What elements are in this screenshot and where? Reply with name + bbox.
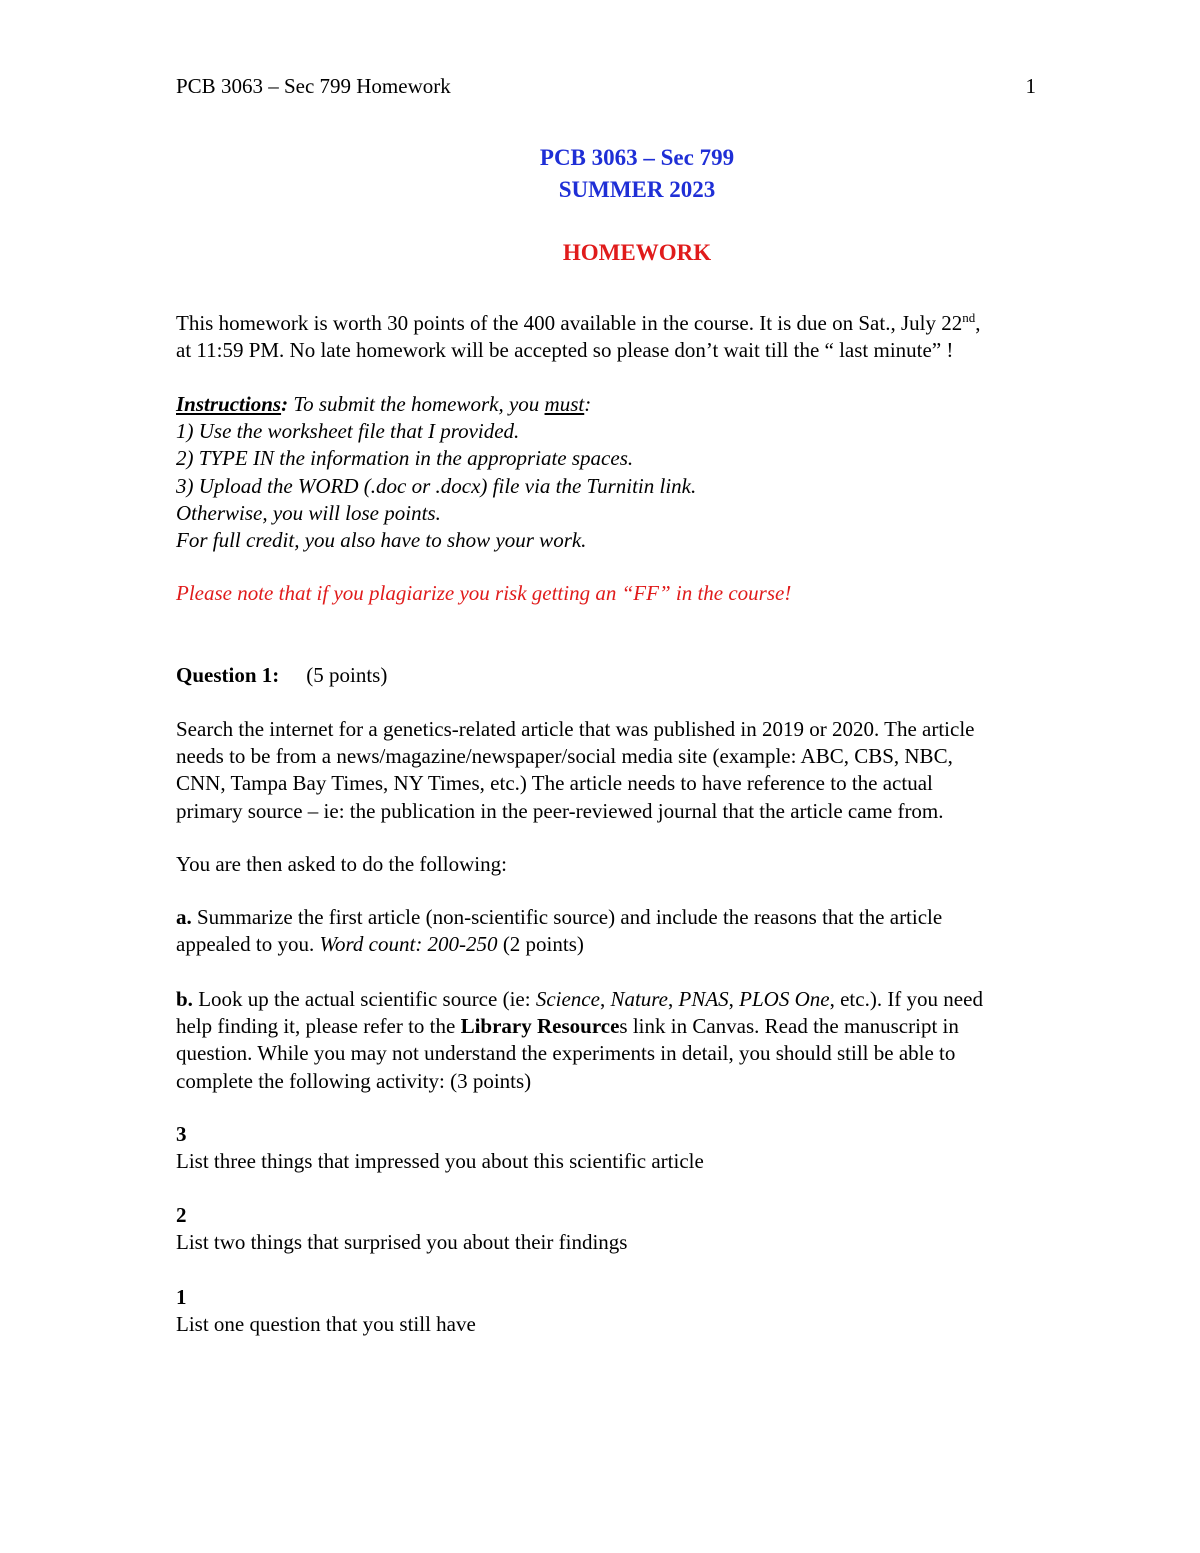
part-b-line2-end: s link in Canvas. Read the manuscript in xyxy=(619,1014,959,1039)
part-a xyxy=(176,904,1096,958)
part-a-label: a. xyxy=(176,905,192,929)
activity-text: List three things that impressed you about this scientific article xyxy=(176,1149,704,1174)
journal-science: Science xyxy=(535,987,600,1011)
intro-comma: , xyxy=(975,311,981,335)
library-resources: Library Resource xyxy=(460,1014,620,1039)
part-b-line2: help finding it, please refer to the xyxy=(176,1014,461,1039)
journal-plos-one: PLOS One xyxy=(739,987,830,1011)
q1-line-1: Search the internet for a genetics-related article that was published in 2019 or 2020. The article xyxy=(176,717,975,741)
running-header xyxy=(176,74,1036,102)
part-b-line3: question. While you may not understand the experiments in detail, you should still be able to xyxy=(176,1041,956,1066)
part-a-points: (2 points) xyxy=(497,932,584,957)
instructions-must: must xyxy=(544,392,585,416)
instructions-block xyxy=(176,391,1096,554)
running-title: PCB 3063 – Sec 799 Homework xyxy=(176,74,451,98)
part-b-label: b. xyxy=(176,987,193,1011)
homework-title: HOMEWORK xyxy=(562,240,712,265)
q1-followup: You are then asked to do the following: xyxy=(176,852,507,876)
journal-nature: Nature xyxy=(610,987,668,1011)
part-a-line2: appealed to you. xyxy=(176,932,320,957)
question-1-points: (5 points) xyxy=(306,663,388,687)
part-b xyxy=(176,986,1096,1095)
part-a-word-count: Word count: 200-250 xyxy=(319,932,498,957)
term-title: SUMMER 2023 xyxy=(558,177,716,202)
journal-pnas: PNAS xyxy=(678,987,729,1011)
instructions-colon: : xyxy=(281,392,289,416)
instruction-otherwise: Otherwise, you will lose points. xyxy=(176,500,441,525)
part-a-line1: Summarize the first article (non-scientific source) and include the reasons that the article xyxy=(191,905,943,929)
separator: , xyxy=(599,987,611,1011)
activity-item xyxy=(176,1202,1096,1256)
course-title: PCB 3063 – Sec 799 xyxy=(539,145,735,170)
plagiarism-note: Please note that if you plagiarize you risk getting an “FF” in the course! xyxy=(176,581,792,605)
q1-line-2: needs to be from a news/magazine/newspaper/social media site (example: ABC, CBS, NBC, xyxy=(176,744,953,769)
instructions-lead-text: To submit the homework, you xyxy=(288,392,545,416)
activity-number: 3 xyxy=(176,1122,187,1146)
intro-superscript: nd xyxy=(962,310,976,325)
activity-number: 2 xyxy=(176,1203,187,1227)
intro-line1: This homework is worth 30 points of the 400 available in the course. It is due on Sat., July 22 xyxy=(176,311,963,335)
instructions-lead xyxy=(176,391,1096,418)
activity-number: 1 xyxy=(176,1285,187,1309)
activity-text: List two things that surprised you about their findings xyxy=(176,1230,628,1255)
activity-item xyxy=(176,1284,1096,1338)
intro-paragraph xyxy=(176,310,1096,364)
separator: , xyxy=(668,987,679,1011)
activity-item xyxy=(176,1121,1096,1175)
q1-line-3: CNN, Tampa Bay Times, NY Times, etc.) The article needs to have reference to the actual xyxy=(176,771,933,796)
instruction-step-2: 2) TYPE IN the information in the appropriate spaces. xyxy=(176,446,634,471)
separator: , xyxy=(728,987,740,1011)
instructions-label: Instructions xyxy=(176,392,282,416)
q1-line-4: primary source – ie: the publication in the peer-reviewed journal that the article came from. xyxy=(176,798,944,823)
page-number: 1 xyxy=(1025,74,1036,98)
instructions-lead-colon: : xyxy=(584,392,592,416)
question-1-label: Question 1: xyxy=(176,663,280,687)
instruction-step-1: 1) Use the worksheet file that I provided. xyxy=(176,419,520,444)
part-b-line1-end: , etc.). If you need xyxy=(829,987,983,1011)
instruction-step-3: 3) Upload the WORD (.doc or .docx) file via the Turnitin link. xyxy=(176,473,697,498)
part-b-line4: complete the following activity: (3 points) xyxy=(176,1068,532,1093)
part-b-line1: Look up the actual scientific source (ie: xyxy=(192,987,536,1011)
instruction-full-credit: For full credit, you also have to show your work. xyxy=(176,528,587,553)
intro-line2: at 11:59 PM. No late homework will be accepted so please don’t wait till the “ last minute” ! xyxy=(176,338,954,363)
activity-text: List one question that you still have xyxy=(176,1312,476,1337)
question-1-paragraph xyxy=(176,716,1096,825)
question-1-heading xyxy=(176,662,1096,689)
